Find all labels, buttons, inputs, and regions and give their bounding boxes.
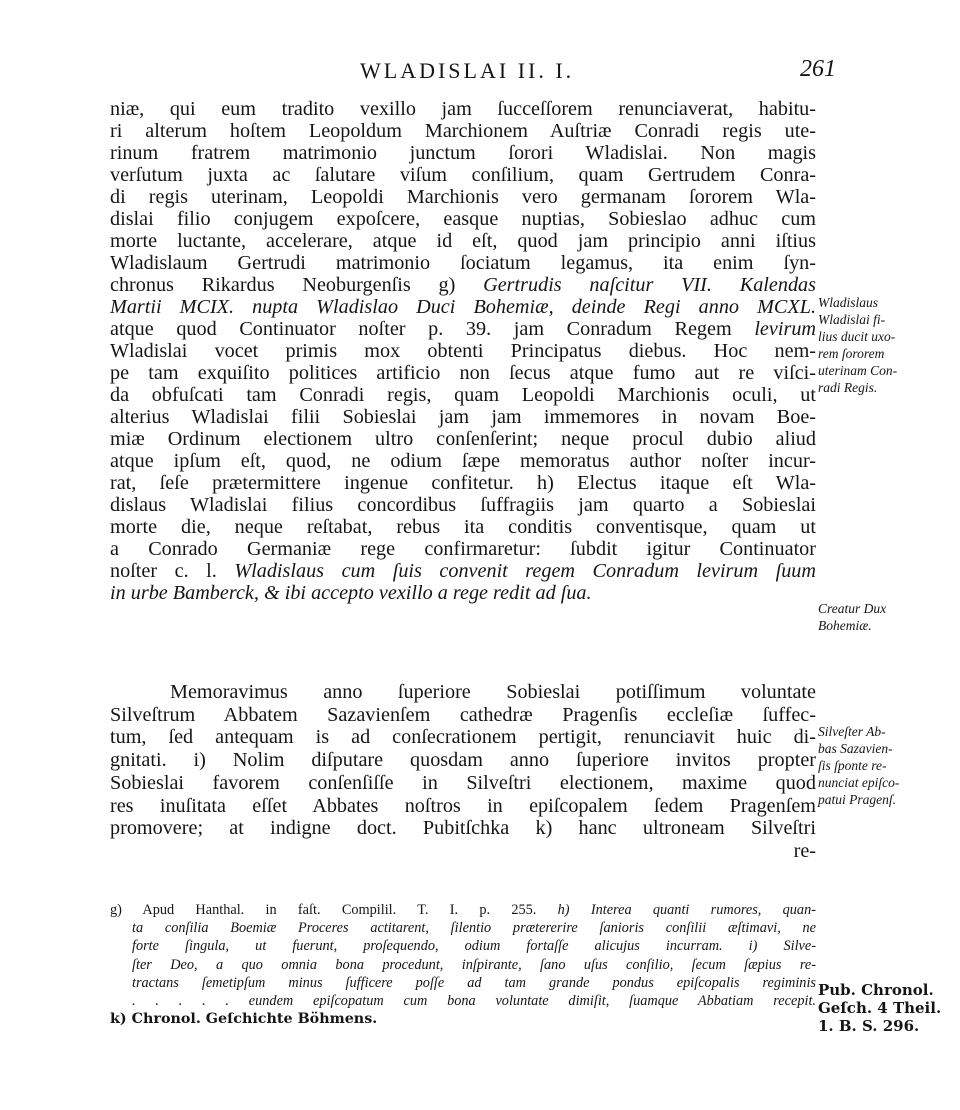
- text-segment: noſter c. l.: [110, 560, 235, 582]
- text-line: pe tam exquiſito politices artificio non ſecus atque fumo aut re viſci-: [110, 362, 816, 384]
- marginal-line: Bohemiæ.: [818, 618, 872, 633]
- footnote-line: ta conſilia Boemiæ Proceres actitarent, ſilentio prætererire ſanioris conſilii æſtimavi, ne: [132, 920, 816, 937]
- footnote-line: tractans ſemetipſum minus ſufficere poſſe ad tam grande pondus epiſcopalis regiminis: [132, 974, 816, 991]
- footnote-h: h) Interea quanti rumores, quan-: [557, 902, 816, 918]
- running-head: WLADISLAI II. I.: [360, 58, 575, 83]
- italic-quote: Wladislaus cum ſuis convenit regem Conradum levirum ſuum: [234, 560, 816, 582]
- italic-quote: Martii MCIX. nupta Wladislao Duci Bohemiæ, deinde Regi anno MCXL.: [110, 296, 816, 318]
- footnote-k: k) Chronol. Geſchichte Böhmens.: [110, 1011, 378, 1028]
- page-number: 261: [800, 56, 836, 82]
- marginal-note-wladislaus: [818, 294, 938, 396]
- paragraph-2: [110, 681, 816, 863]
- text-line: a Conrado Germaniæ rege confirmaretur: ſubdit igitur Continuator: [110, 538, 816, 560]
- text-line: Silveſtrum Abbatem Sazavienſem cathedræ Pragenſis eccleſiæ ſuffec-: [110, 703, 816, 726]
- text-line: tum, ſed antequam is ad conſecrationem pertigit, renunciavit huic di-: [110, 726, 816, 749]
- marginal-line: patui Pragenſ.: [818, 792, 896, 807]
- source-line: Geſch. 4 Theil.: [818, 999, 942, 1018]
- text-line: di regis uterinam, Leopoldi Marchionis vero germanam ſororem Wla-: [110, 186, 816, 208]
- marginal-line: ſis ſponte re-: [818, 758, 887, 773]
- text-line: miæ Ordinum electionem ultro conſenſerint; neque procul dubio aliud: [110, 428, 816, 450]
- source-line: Pub. Chronol.: [818, 981, 934, 999]
- marginal-line: rem ſororem: [818, 346, 885, 361]
- text-line: [110, 274, 816, 296]
- page-header: [110, 56, 836, 92]
- text-segment: atque quod Continuator noſter p. 39. jam Conradum Regem: [110, 318, 755, 340]
- text-line: Memoravimus anno ſuperiore Sobieslai potiſſimum voluntate: [170, 681, 816, 703]
- text-line: morte luctante, accelerare, atque id eſt, quod jam principio anni iſtius: [110, 230, 816, 252]
- marginal-line: Silveſter Ab-: [818, 724, 886, 739]
- text-line: dislaus Wladislai filius concordibus ſuffragiis jam quarto a Sobieslai: [110, 494, 816, 516]
- source-reference-note: [818, 981, 948, 1036]
- italic-quote: Gertrudis naſcitur VII. Kalendas: [483, 274, 816, 296]
- text-line: dislai filio conjugem expoſcere, easque nuptias, Sobieslao adhuc cum: [110, 208, 816, 230]
- text-line: niæ, qui eum tradito vexillo jam ſucceſſorem renunciaverat, habitu-: [110, 98, 816, 120]
- marginal-line: Wladislaus: [818, 295, 879, 310]
- text-line: da obfuſcati tam Conradi regis, quam Leopoldi Marchionis oculi, ut: [110, 384, 816, 406]
- text-line: res inuſitata eſſet Abbates noſtros in epiſcopalem ſedem Pragenſem: [110, 794, 816, 817]
- text-line: Sobieslai favorem conſenſiſſe in Silveſtri electionem, maxime quod: [110, 771, 816, 794]
- italic-quote: in urbe Bamberck, & ibi accepto vexillo a rege redit ad ſua.: [110, 582, 592, 604]
- text-line: verſutum juxta ac ſalutare viſum conſilium, quam Gertrudem Conra-: [110, 164, 816, 186]
- footnote-line: [110, 901, 816, 919]
- text-line: promovere; at indigne doct. Pubitſchka k) hanc ultroneam Silveſtri: [110, 817, 816, 840]
- text-line: Wladislaum Gertrudi matrimonio ſociatum legamus, ita enim ſyn-: [110, 252, 816, 274]
- marginal-line: Wladislai fi-: [818, 312, 886, 327]
- footnote-g: g) Apud Hanthal. in faſt. Compilil. T. I. p. 255.: [110, 902, 558, 918]
- footnote-line: forte ſingula, ut fuerunt, proſequendo, odium fortaſſe alicujus incurram. i) Silve-: [132, 938, 816, 955]
- text-line: [110, 560, 816, 582]
- footnote-line: ſter Deo, a quo omnia bona procedunt, inſpirante, ſano uſus conſilio, ſecum ſæpius re-: [132, 956, 816, 973]
- marginal-line: Creatur Dux: [818, 601, 887, 616]
- text-line: rat, ſeſe prætermittere ingenue confitetur. h) Electus itaque eſt Wla-: [110, 472, 816, 494]
- text-line: ri alterum hoſtem Leopoldum Marchionem Auſtriæ Conradi regis ute-: [110, 120, 816, 142]
- text-line: rinum fratrem matrimonio junctum ſorori Wladislai. Non magis: [110, 142, 816, 164]
- text-line: gnitati. i) Nolim diſputare quosdam anno ſuperiore invitos propter: [110, 749, 816, 772]
- marginal-line: lius ducit uxo-: [818, 329, 896, 344]
- source-line: 1. B. S. 296.: [818, 1017, 920, 1036]
- marginal-line: radi Regis.: [818, 380, 878, 395]
- footnotes: [110, 901, 816, 1028]
- footnote-line: . . . . . eundem epiſcopatum cum bona voluntate dimiſit, ſuamque Abbatiam recepit.: [132, 993, 816, 1010]
- paragraph-1: [110, 98, 816, 604]
- text-line: alterius Wladislai filii Sobieslai jam jam immemores in novam Boe-: [110, 406, 816, 428]
- text-line: atque ipſum eſt, quod, ne odium ſæpe memoratus author noſter incur-: [110, 450, 816, 472]
- italic-word: levirum: [754, 318, 816, 340]
- catchword: re-: [793, 839, 816, 862]
- text-segment: chronus Rikardus Neoburgenſis g): [110, 274, 484, 296]
- marginal-note-creatur-dux: [818, 600, 938, 634]
- marginal-line: uterinam Con-: [818, 363, 898, 378]
- text-line: morte die, neque reſtabat, rebus ita conditis conventisque, quam ut: [110, 516, 816, 538]
- marginal-note-silvester: [818, 723, 938, 808]
- text-line: [110, 318, 816, 340]
- text-line: Wladislai vocet primis mox obtenti Principatus diebus. Hoc nem-: [110, 340, 816, 362]
- marginal-line: bas Sazavien-: [818, 741, 893, 756]
- marginal-line: nunciat epiſco-: [818, 775, 900, 790]
